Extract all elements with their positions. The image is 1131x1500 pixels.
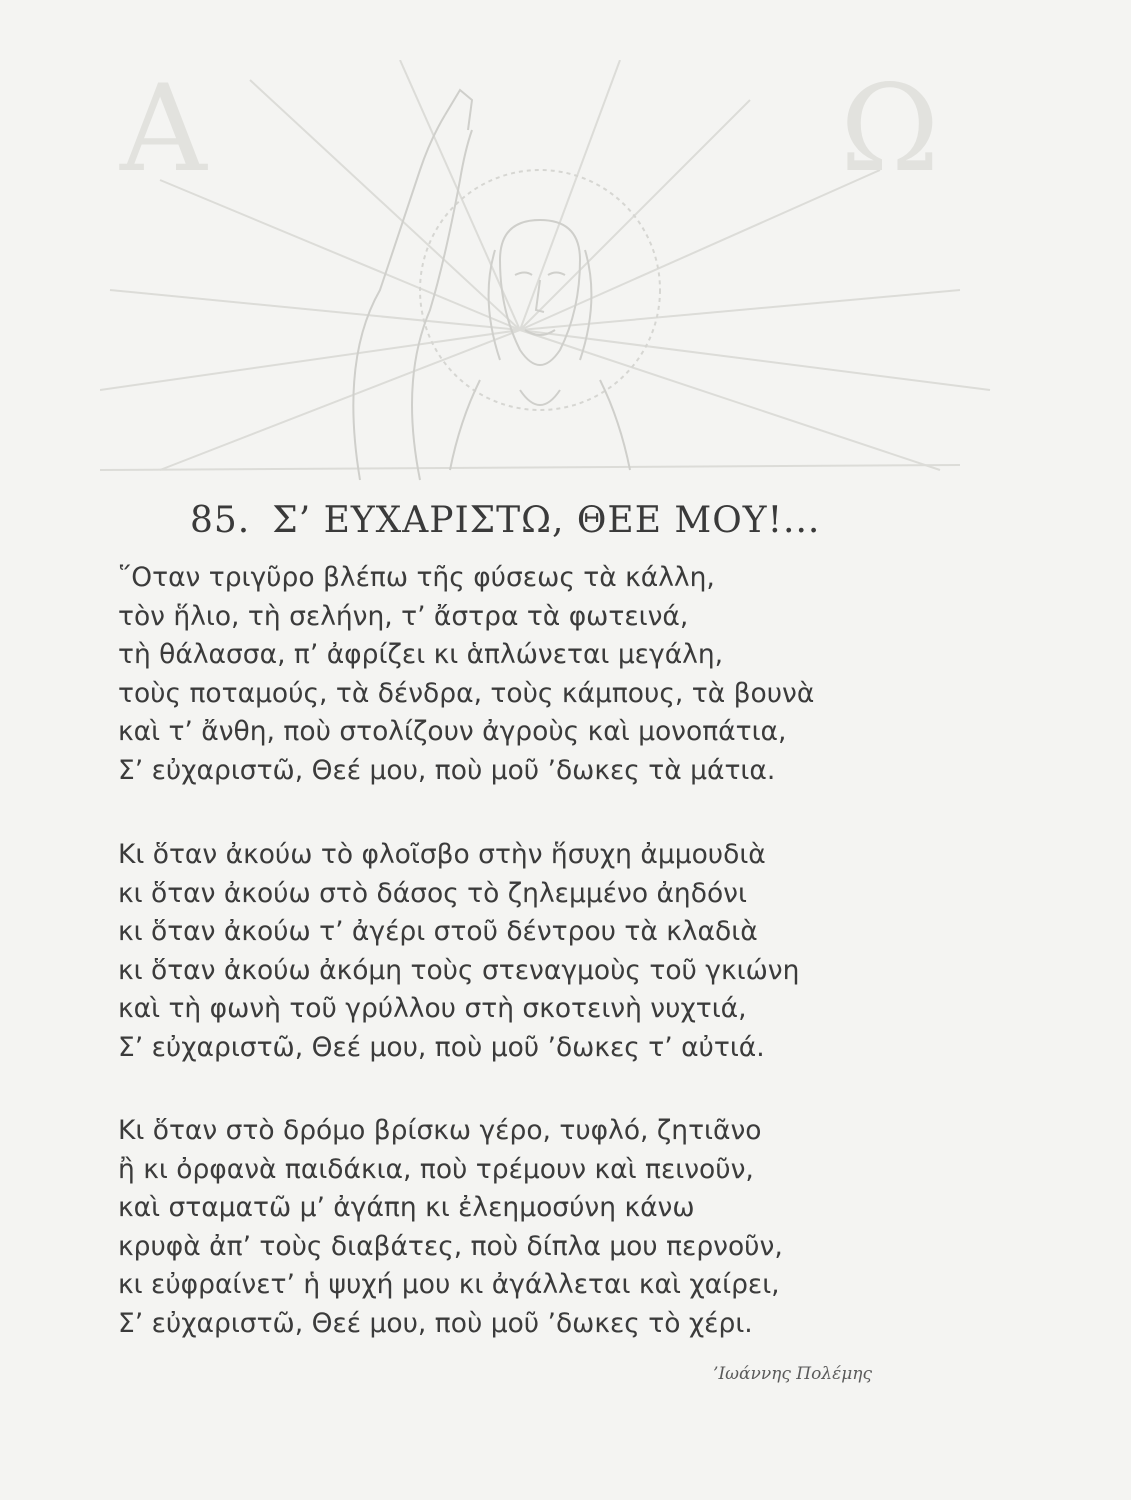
verse-line: τὴ θάλασσα, π’ ἀφρίζει κι ἁπλώνεται μεγάλη, xyxy=(118,639,724,671)
stanza-3 xyxy=(118,1112,1018,1344)
alpha-letter: Α xyxy=(120,60,207,199)
verse-line: καὶ σταματῶ μ’ ἀγάπη κι ἐλεημοσύνη κάνω xyxy=(118,1192,695,1224)
verse-line: Κι ὅταν στὸ δρόμο βρίσκω γέρο, τυφλό, ζητιᾶνο xyxy=(118,1115,762,1146)
verse-line: Κι ὅταν ἀκούω τὸ φλοῖσβο στὴν ἥσυχη ἀμμουδιὰ xyxy=(118,839,766,870)
verse-line: κι εὐφραίνετ’ ἡ ψυχή μου κι ἀγάλλεται καὶ χαίρει, xyxy=(118,1269,780,1301)
poem-number: 85. xyxy=(190,500,251,541)
verse-line: Σ’ εὐχαριστῶ, Θεέ μου, ποὺ μοῦ ’δωκες τὰ μάτια. xyxy=(118,754,776,786)
poem-title: Σ’ ΕΥΧΑΡΙΣΤΩ, ΘΕΕ ΜΟΥ!... xyxy=(272,500,821,541)
halo xyxy=(420,170,660,410)
verse-line: ῞Οταν τριγῦρο βλέπω τῆς φύσεως τὰ κάλλη, xyxy=(118,562,715,593)
verse-line: ἢ κι ὀρφανὰ παιδάκια, ποὺ τρέμουν καὶ πεινοῦν, xyxy=(118,1153,754,1185)
verse-line: καὶ τὴ φωνὴ τοῦ γρύλλου στὴ σκοτεινὴ νυχτιά, xyxy=(118,993,747,1025)
verse-line: τὸν ἥλιο, τὴ σελήνη, τ’ ἄστρα τὰ φωτεινά, xyxy=(118,600,689,632)
verse-line: Σ’ εὐχαριστῶ, Θεέ μου, ποὺ μοῦ ’δωκες τὸ χέρι. xyxy=(118,1307,753,1339)
verse-line: τοὺς ποταμούς, τὰ δένδρα, τοὺς κάμπους, τὰ βουνὰ xyxy=(118,677,815,709)
poem-author: ’Ιωάννης Πολέμης xyxy=(713,1364,872,1384)
stanza-2 xyxy=(118,836,1018,1068)
poem-title-row xyxy=(190,500,950,541)
verse-line: Σ’ εὐχαριστῶ, Θεέ μου, ποὺ μοῦ ’δωκες τ’ αὐτιά. xyxy=(118,1031,765,1063)
verse-line: κρυφὰ ἀπ’ τοὺς διαβάτες, ποὺ δίπλα μου περνοῦν, xyxy=(118,1230,783,1262)
omega-letter: Ω xyxy=(840,60,940,199)
christ-illustration xyxy=(100,60,1000,490)
verse-line: κι ὅταν ἀκούω ἀκόμη τοὺς στεναγμοὺς τοῦ γκιώνη xyxy=(118,954,800,986)
verse-line: κι ὅταν ἀκούω στὸ δάσος τὸ ζηλεμμένο ἀηδόνι xyxy=(118,877,747,909)
christ-figure xyxy=(353,90,630,480)
verse-line: καὶ τ’ ἄνθη, ποὺ στολίζουν ἀγροὺς καὶ μονοπάτια, xyxy=(118,716,787,748)
stanza-1 xyxy=(118,559,1018,791)
verse-line: κι ὅταν ἀκούω τ’ ἀγέρι στοῦ δέντρου τὰ κλαδιὰ xyxy=(118,916,758,948)
